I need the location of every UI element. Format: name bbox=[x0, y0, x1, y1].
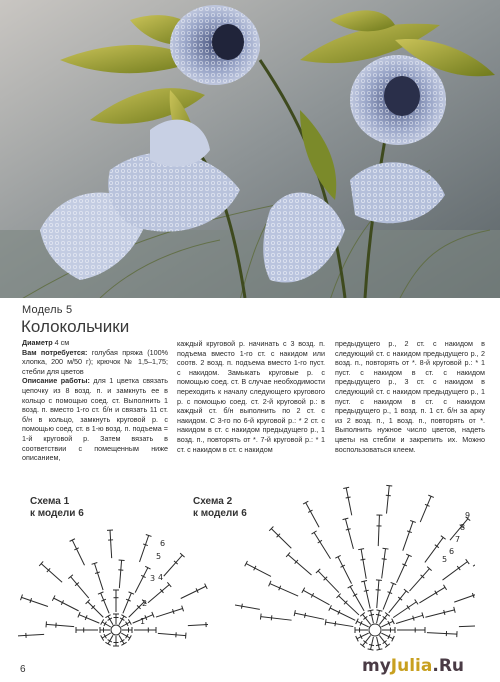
scheme-2-title-line1: Схема 2 bbox=[193, 496, 233, 507]
myjulia-logo[interactable] bbox=[362, 656, 464, 676]
s1-edge-stitch-1 bbox=[21, 597, 47, 606]
scheme-2-diagram bbox=[235, 462, 475, 662]
s2-ring4-stitch-10 bbox=[459, 625, 475, 626]
s1-edge-stitch-5 bbox=[140, 535, 149, 561]
s2-inner-stitch-4 bbox=[371, 637, 374, 650]
s2-ring5-stitch-5-cap bbox=[386, 485, 392, 486]
s2-ring3-stitch-0 bbox=[295, 613, 324, 619]
s2-ring3-stitch-9-bar bbox=[444, 610, 445, 615]
s2-ring2-stitch-8-cap bbox=[415, 599, 418, 604]
s2-ring3-stitch-6 bbox=[397, 555, 409, 582]
s1-outer-stitch-0 bbox=[46, 624, 74, 626]
s2-ring4-stitch-9 bbox=[454, 592, 475, 602]
s1-inner-stitch-8 bbox=[108, 616, 113, 625]
s1-label-5: 5 bbox=[156, 552, 162, 561]
s2-inner-stitch-6 bbox=[357, 633, 369, 639]
s2-ring2-stitch-6 bbox=[383, 584, 393, 610]
scheme-1-stitches bbox=[18, 530, 208, 646]
s2-ring4-stitch-0 bbox=[261, 617, 292, 621]
s2-ring3-stitch-7 bbox=[410, 569, 430, 591]
text-column-3: предыдущего р., 2 ст. с накидом в следующий ст. с накидом предыдущего р., 2 возд. п., повторять от *. 8-й круговой р.: * 1 пуст. с накидом в ст. с накидом предыдущего р., 3 ст. с накидом в следующий ст. с накидом предыдущего р., 1 пуст. с накидом в ст. с накидом предыдущего р., 1 возд. п. 1 ст. б/н за арку из 2 возд. п., 1 возд. п., повторять от *. Выполнить нужное число цветов, надеть цветы на стебли и закрепить их. Можно воспользоваться клеем. bbox=[335, 339, 485, 454]
s2-inner-stitch-4-cap bbox=[368, 649, 374, 650]
scheme-2-round-numbers bbox=[442, 511, 470, 564]
s1-inner-stitch-2 bbox=[119, 635, 124, 644]
s2-ring2-stitch-0 bbox=[326, 622, 354, 626]
s2-inner-stitch-11 bbox=[377, 611, 380, 624]
logo-part-my: my bbox=[362, 656, 391, 676]
s2-ring4-stitch-0-bar bbox=[271, 615, 272, 620]
s1-outer-stitch-7 bbox=[156, 608, 183, 617]
page-number: 6 bbox=[20, 664, 26, 675]
bellflowers-photo bbox=[0, 0, 500, 298]
s1-inner-stitch-1-cap bbox=[128, 635, 131, 640]
s2-ring2-stitch-5 bbox=[377, 580, 379, 608]
s2-ring2-stitch-1 bbox=[330, 608, 355, 620]
s2-ring4-stitch-2 bbox=[288, 555, 311, 575]
s1-mid-stitch-5 bbox=[123, 593, 131, 613]
bellflowers-illustration bbox=[0, 0, 500, 298]
s1-outer-stitch-2 bbox=[71, 577, 89, 598]
text-column-2: каждый круговой р. начинать с 3 возд. п. подъема вместо 1-го ст. с накидом или соотв. 2 возд. п. подъема вместо 1-го пуст. с накидом. Замыкать круговые р. с помощью соед. ст. В случае необходимости переходить к началу следующего кругового р. с помощью соед. ст. 2-й круговой р.: в каждый ст. б/н выполнить по 2 ст. с накидом. С 3-го по 6-й круговой р.: * 2 ст. с накидом в ст. с накидом предыдущего р., 1 возд. п., повторять от *. 7-й круговой р.: * 1 ст. с накидом в ст. с накидом bbox=[177, 339, 325, 454]
s1-label-3: 3 bbox=[150, 574, 156, 583]
s2-inner-stitch-1 bbox=[381, 633, 393, 639]
s2-ring3-stitch-10 bbox=[427, 633, 457, 634]
s2-ring5-stitch-3 bbox=[306, 503, 319, 528]
s2-ring3-stitch-4 bbox=[361, 549, 366, 579]
s2-ring3-stitch-2 bbox=[318, 571, 339, 593]
s2-ring3-stitch-1 bbox=[303, 590, 329, 605]
diameter-paragraph bbox=[22, 338, 168, 348]
s1-edge-stitch-6 bbox=[164, 555, 183, 576]
s2-ring4-stitch-7-bar bbox=[435, 545, 439, 548]
s2-ring4-stitch-6 bbox=[403, 521, 413, 550]
s1-edge-stitch-4 bbox=[110, 530, 112, 558]
s2-ring2-stitch-7 bbox=[389, 591, 407, 613]
s2-ring3-stitch-5-bar bbox=[382, 559, 387, 560]
s2-ring3-stitch-3 bbox=[338, 557, 352, 584]
s1-center-ring bbox=[111, 625, 121, 635]
s1-inner-stitch-11-cap bbox=[128, 619, 131, 624]
s2-ring5-stitch-0-bar bbox=[241, 604, 242, 609]
s1-outer-stitch-3 bbox=[94, 563, 103, 590]
s2-inner-stitch-3-bar bbox=[376, 645, 381, 646]
logo-part-ru: .Ru bbox=[432, 656, 465, 676]
s1-mid-stitch-3 bbox=[101, 593, 109, 613]
s2-ring4-stitch-7-cap bbox=[441, 536, 446, 540]
s1-inner-stitch-7-cap bbox=[101, 619, 104, 624]
s2-ring4-stitch-8-cap bbox=[466, 559, 470, 564]
s2-ring5-stitch-4 bbox=[346, 488, 352, 515]
materials-paragraph bbox=[22, 348, 168, 377]
scheme-2-stitches bbox=[235, 485, 475, 650]
model-title: Колокольчики bbox=[21, 317, 130, 336]
s2-ring3-stitch-5 bbox=[382, 549, 386, 579]
s1-outer-stitch-5 bbox=[135, 568, 148, 593]
s1-label-6: 6 bbox=[160, 539, 166, 548]
s1-label-2: 2 bbox=[142, 599, 148, 608]
s1-outer-stitch-6 bbox=[148, 585, 169, 603]
s1-edge-stitch-2 bbox=[41, 564, 62, 583]
text-column-1 bbox=[22, 338, 168, 463]
s2-label-6: 6 bbox=[449, 547, 455, 556]
scheme-1-title-line1: Схема 1 bbox=[30, 496, 70, 507]
description-label: Описание работы: bbox=[22, 376, 90, 386]
s2-ring4-stitch-8-bar bbox=[457, 566, 460, 570]
s2-inner-stitch-13 bbox=[381, 621, 393, 627]
s1-outer-stitch-8 bbox=[158, 633, 186, 635]
materials-text: голубая пряжа (100% хлопка, 200 м/50 г); крючок № 1,5–1,75; стебли для цветов bbox=[22, 347, 168, 376]
s2-inner-stitch-3-cap bbox=[377, 649, 383, 650]
s2-ring2-stitch-0-bar bbox=[335, 621, 336, 626]
model-label: Модель 5 bbox=[22, 304, 73, 316]
s2-ring2-stitch-4-bar bbox=[364, 590, 369, 591]
s1-inner-stitch-10-cap bbox=[121, 615, 126, 618]
s2-ring2-stitch-2 bbox=[339, 596, 359, 615]
s2-ring2-stitch-3 bbox=[350, 587, 364, 611]
s2-inner-stitch-10-cap bbox=[368, 610, 374, 611]
scheme-1-title-line2: к модели 6 bbox=[30, 508, 84, 519]
s1-mid-stitch-2 bbox=[88, 602, 104, 618]
s2-ring4-stitch-3-cap bbox=[312, 531, 317, 534]
diameter-label: Диаметр bbox=[22, 338, 53, 347]
s2-ring5-stitch-2 bbox=[271, 529, 291, 549]
materials-label: Вам потребуется: bbox=[22, 347, 88, 357]
s1-inner-stitch-5 bbox=[102, 633, 111, 638]
description-text: для 1 цветка связать цепочку из 8 возд. п. и замкнуть ее в кольцо с помощью соед. ст. Выполнить 1 возд. п. вместо 1-го ст. б/н и связать 11 ст. б/н в кольцо, замкнуть круговой р. с помощью соед. ст. в 1-ю возд. п. подъема = 1-й круговой р. Затем вязать в соответствии с помещенным ниже описанием, bbox=[22, 376, 168, 463]
s1-edge-stitch-8 bbox=[188, 624, 208, 626]
s2-ring4-stitch-1 bbox=[270, 584, 298, 597]
s1-label-1: 1 bbox=[140, 617, 146, 626]
s2-ring2-stitch-0-cap bbox=[325, 619, 326, 625]
s2-label-5: 5 bbox=[442, 555, 448, 564]
s2-ring3-stitch-8-cap bbox=[443, 585, 446, 590]
s2-center-ring bbox=[369, 624, 381, 636]
s2-inner-stitch-11-bar bbox=[376, 614, 381, 615]
logo-part-julia: Julia bbox=[390, 656, 433, 676]
s2-label-9: 9 bbox=[465, 511, 471, 520]
s2-ring5-stitch-4-cap bbox=[343, 487, 349, 488]
s2-ring3-stitch-4-bar bbox=[360, 559, 365, 560]
s2-ring3-stitch-8 bbox=[419, 587, 445, 603]
s1-inner-stitch-4-cap bbox=[105, 642, 110, 645]
s1-inner-stitch-10 bbox=[119, 616, 124, 625]
s1-edge-stitch-0 bbox=[18, 634, 44, 636]
s1-edge-stitch-3 bbox=[72, 540, 84, 565]
s2-ring2-stitch-8-bar bbox=[407, 605, 410, 609]
s1-edge-stitch-7 bbox=[181, 586, 206, 598]
s2-inner-stitch-8 bbox=[357, 621, 369, 627]
description-paragraph bbox=[22, 376, 168, 462]
s2-ring5-stitch-5 bbox=[387, 486, 390, 514]
s2-ring2-stitch-4-cap bbox=[361, 581, 367, 582]
s1-inner-stitch-5-cap bbox=[101, 635, 104, 640]
s2-ring5-stitch-0 bbox=[235, 604, 260, 609]
s2-ring4-stitch-7 bbox=[425, 537, 443, 562]
s2-ring3-stitch-0-bar bbox=[305, 613, 306, 618]
s2-ring3-stitch-4-cap bbox=[358, 549, 364, 550]
s1-inner-stitch-1 bbox=[121, 633, 130, 638]
s2-ring2-stitch-4 bbox=[364, 581, 370, 608]
s1-inner-stitch-11 bbox=[121, 622, 130, 627]
s2-inner-stitch-3 bbox=[377, 637, 380, 650]
s2-ring3-stitch-9 bbox=[425, 610, 454, 617]
s2-ring4-stitch-4-bar bbox=[346, 529, 351, 530]
s2-ring4-stitch-3 bbox=[314, 532, 330, 558]
s2-ring3-stitch-5-cap bbox=[383, 548, 389, 549]
s2-label-7: 7 bbox=[455, 535, 461, 544]
s1-inner-stitch-4 bbox=[108, 635, 113, 644]
s2-inner-stitch-10-bar bbox=[369, 614, 374, 615]
s1-mid-stitch-1 bbox=[79, 615, 99, 623]
s1-label-4: 4 bbox=[158, 573, 164, 582]
s2-ring3-stitch-0-cap bbox=[294, 610, 295, 616]
s1-outer-stitch-1 bbox=[54, 598, 79, 611]
scheme-1-diagram bbox=[18, 508, 208, 668]
s2-ring5-stitch-8 bbox=[473, 551, 475, 566]
s2-ring2-stitch-3-cap bbox=[348, 585, 353, 588]
scheme-2-title-line2: к модели 6 bbox=[193, 508, 247, 519]
s2-inner-stitch-11-cap bbox=[377, 610, 383, 611]
s2-label-8: 8 bbox=[460, 523, 466, 532]
s1-inner-stitch-8-cap bbox=[105, 615, 110, 618]
s2-inner-stitch-4-bar bbox=[369, 645, 374, 646]
s1-inner-stitch-7 bbox=[102, 622, 111, 627]
s2-ring2-stitch-8 bbox=[393, 602, 416, 618]
diameter-text: 4 см bbox=[52, 338, 70, 347]
s2-ring4-stitch-5 bbox=[378, 515, 379, 546]
s1-inner-stitch-2-cap bbox=[121, 642, 126, 645]
s1-outer-stitch-4 bbox=[119, 560, 121, 588]
s2-ring5-stitch-6 bbox=[420, 496, 431, 522]
s2-ring4-stitch-4 bbox=[345, 519, 353, 549]
s2-ring5-stitch-1 bbox=[246, 564, 271, 577]
s2-ring2-stitch-9-bar bbox=[413, 616, 414, 621]
s2-inner-stitch-10 bbox=[371, 611, 374, 624]
s2-ring4-stitch-0-cap bbox=[260, 614, 261, 620]
s2-ring2-stitch-9 bbox=[396, 615, 423, 623]
s2-ring4-stitch-8 bbox=[443, 562, 468, 580]
s2-ring5-stitch-4-bar bbox=[346, 497, 351, 498]
